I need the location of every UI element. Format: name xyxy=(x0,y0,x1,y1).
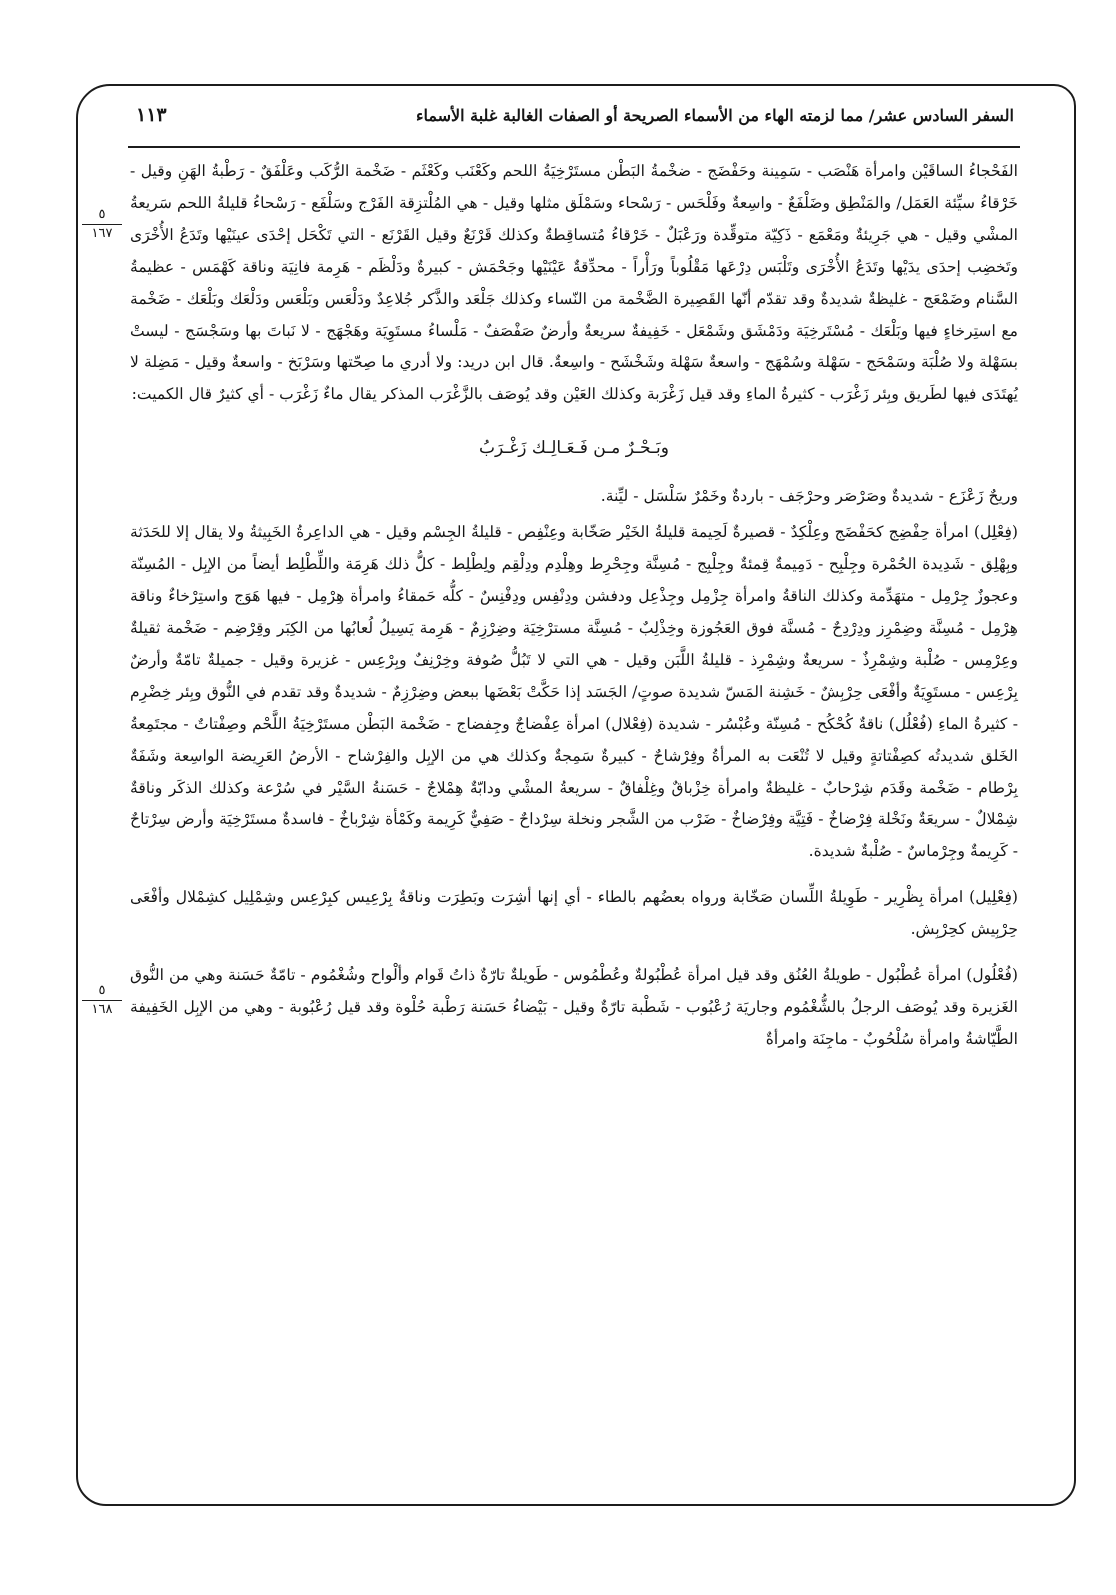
page-header xyxy=(130,102,1014,132)
margin-note-167 xyxy=(82,208,122,241)
margin-note-numerator: ٥ xyxy=(82,984,122,1001)
margin-note-denominator: ١٦٨ xyxy=(91,1002,113,1017)
margin-note-numerator: ٥ xyxy=(82,208,122,225)
main-text xyxy=(130,156,1018,1056)
paragraph-1: الفَحْجاءُ الساقَيْن وامرأة هَنْصَب - سَمِينة وحَفْضَج - ضخْمةُ البَطْن مستَرْخِيَةُ اللحم وكَعْنَب وكَعْثَم - ضَخْمة الرُّكَب وعَلْفَقٌ - رَطْبةُ الهَنِ وقيل - خَرْقاءُ سيِّئة العَمَل/ والمَنْطِق وضَلْفَعٌ - واسِعةٌ وفَلْحَس - رَسْحاء وسَمْلَق مثلها وقيل - هي المُلْتزِقة الفَرْج وسَلْفَع - رَسْحاءُ قليلةُ اللحم سَريعةُ المشْي وقيل - هي جَرِيئةٌ ومَعْمَع - ذَكِيّة متوقِّدة ورَعْبَلٌ - خَرْقاءُ مُتساقِطةٌ وكذلك قَرْنَعٌ وقيل القَرْنَع - التي تَكْحَل إحْدَى عينَيْها وتَدَعُ الأُخْرَى وتَخضِب إحدَى يدَيْها وتَدَعُ الأُخْرَى وتَلْبَس دِرْعَها مَقْلُوباً ورَأْراً - محدِّقةٌ عَيْنَيْها وجَحْمَش - كبيرةٌ ودَلْظَم - هَرِمة فانِيَة وناقة كَهْمَس - عظيمةُ السَّنام وضَمْعَج - غليظةٌ شديدةٌ وقد تقدّم أنّها القَصِيرة الضَّخْمة من النّساء وكذلك جَلْعَد والذَّكر جُلاعِدٌ ودَلْعَس وبَلْعَس ودَلْعَك وبَلْعَك - ضَخْمة مع استِرخاءٍ فيها وبَلْعَك - مُسْتَرخِيَة ودَمْشَق وشَمْعَل - خَفِيفةٌ سريعةٌ وأرضٌ صَفْصَفٌ - مَلْساءُ مستَوِيَة وهَجْهَج - لا نَباتَ بها وسَجْسَج - ليستْ بسَهْلة ولا صُلْبَة وسَمْحَج - سَهْلة وسُمْهَج - واسعةٌ سَهْلة وشَخْشَح - واسِعةٌ. قال ابن دريد: ولا أدري ما صِحّتها وسَرْبَخ - واسعةٌ وقيل - مَضِلة لا يُهتَدَى فيها لطَريق وبِئر زَغْرَب - كثيرةُ الماءِ وقد قيل زَغْرَبة وكذلك العَيْن وقد يُوصَف بالزَّغْرَب المذكر يقال ماءٌ زَغْرَب - أي كثيرٌ قال الكميت: xyxy=(130,162,1019,404)
margin-note-168 xyxy=(82,984,122,1017)
paragraph-2: وريحٌ زَعْزَع - شديدةٌ وصَرْصَر وحرْجَف - باردةٌ وخَمْرٌ سَلْسَل - ليِّنة. xyxy=(600,487,1018,506)
running-title: السفر السادس عشر/ مما لزمته الهاء من الأسماء الصريحة أو الصفات الغالبة غلبة الأسماء xyxy=(415,106,1014,125)
poetry-verse: وبَـحْـرٌ مـن فَـعَـالِـك زَغْـرَبُ xyxy=(479,438,669,459)
paragraph-4: (فِعْلِيل) امرأة بِظْرِير - طَوِيلةُ اللِّسان صَخّابة ورواه بعضُهم بالطاء - أي إنها أشِرَت وبَطِرَت وناقةٌ بِرْعِيس كبِرْعِس وشِمْلِيل كشِمْلال وأفْعَى حِرْبِيش كحِرْبِش. xyxy=(130,888,1018,939)
paragraph-5: (فُعْلُول) امرأة عُطْبُول - طويلةُ العُنُق وقد قيل امرأة عُطْبُولةٌ وعُطْمُوس - طَويلةٌ تارّةٌ ذاتُ قَوام وألْواح وشُغْمُوم - تامّةٌ حَسَنة وهي من النُّوق الغَزيرة وقد يُوصَف الرجلُ بالشُّغْمُوم وجاريَة رُعْبُوب - شَطْبة تارّةٌ وقيل - بَيْضاءُ حَسَنة رَطْبة حُلْوة وقد قيل رُعْبُوبة - وهي من الإبِل الخَفِيفة الطَّيّاشةُ وامرأة سُلْحُوبٌ - ماجِنَة وامرأةٌ xyxy=(130,966,1018,1048)
margin-note-denominator: ١٦٧ xyxy=(91,226,113,241)
page-number: ١١٣ xyxy=(136,104,167,126)
paragraph-3: (فِعْلِل) امرأة حِفْضِج كحَفْضَج وعِلْكِدٌ - قصيرةٌ لَحِيمة قليلةُ الخَيْر صَخّابة وعِنْفِص - قليلةُ الجِسْم وقيل - هي الداعِرةُ الخَبِيثةُ ولا يقال إلا للحَدَثة وبِهْلِق - شَدِيدة الحُمْرة وجِلْبِح - دَمِيمةٌ قِمئةٌ وجِلْبِج - مُسِنَّة وجِحْرِط وهِلْدِم ودِلْقِم ولِطْلِط - كلُّ ذلك هَرِمَة واللِّطْلِط أيضاً من الإبِل - المُسِنّة وعجوزٌ جِرْمِل - متهَدِّمة وكذلك الناقةُ وامرأة جِزْمِل وجِذْعِل ودفشن ودِنْفِس ودِفْنِسٌ - كلُّه حَمقاءُ وامرأة هِرْمِل - فيها هَوَج واستِرْخاءٌ وناقة هِرْمِل - مُسِنَّة وضِمْرِز ودِرْدِحٌ - مُسنَّة فوق العَجُوزة وخِذْلِبٌ - مُسِنَّة مسترْخِيَة وضِرْزِمٌ - هَرِمة يَسِيلُ لُعابُها من الكِبَر وقِرْضِم - ضَخْمة ثقيلةٌ وعِرْمِس - صُلْبة وشِمْرِذٌ - سريعةٌ وشِمْرِذ - قليلةُ اللَّبَن وقيل - هي التي لا تَبُلُّ صُوفة وخِرْنِفٌ وبِرْعِس - غزيرة وقيل - جميلةٌ تامّةٌ وأرضٌ بِرْعِس - مستَوِيَةٌ وأفْعَى حِرْبِشٌ - خَشِنة المَسّ شديدة صوتٍ/ الجَسَد إذا حَكَّتْ بَعْضَها ببعض وضِرْزِمٌ - شديدةٌ وقد تقدم في النُّوق وبِئر خِضْرِم - كثيرةُ الماءِ (فُعْلُل) ناقةٌ كُحْكُح - مُسِنّة وعُبْسُر - شديدة (فِعْلال) امرأة عِفْضاجٌ وجِفضاج - ضَخْمة البَطْن مستَرْخِيَةُ اللَّحْم وصِفْتاتٌ - مجتَمِعةُ الخَلق شديدتُه كصِفْتاتةٍ وقيل لا تُنْعَت به المرأةُ وفِرْشاحٌ - كبيرةٌ سَمِجةٌ وكذلك هي من الإبِل والفِرْشاح - الأرضُ العَرِيضة الواسِعة وشَفَةٌ بِرْطام - ضَخْمة وقَدَم شِرْحابٌ - غليظةٌ وامرأة خِزْباقٌ وغِلْفاقٌ - سريعةُ المشْي ودابّةٌ هِمْلاجٌ - حَسَنةُ السَّيْر في سُرْعة وكذلك الذكَر وناقةٌ شِمْلالٌ - سريعَةٌ ونَخْلة فِرْضاخٌ - فَتِيَّة وفِرْضاخٌ - ضَرْب من الشَّجر ونخلة سِرْداحٌ - صَفِيٌّ كَرِيمة وكَمْأة شِرْباخٌ - فاسدةٌ مستَرْخِيَة وأرض سِرْتاحٌ - كَرِيمةٌ وجِرْماسٌ - صُلْبةٌ شديدة. xyxy=(130,523,1018,861)
header-rule xyxy=(128,146,1020,148)
